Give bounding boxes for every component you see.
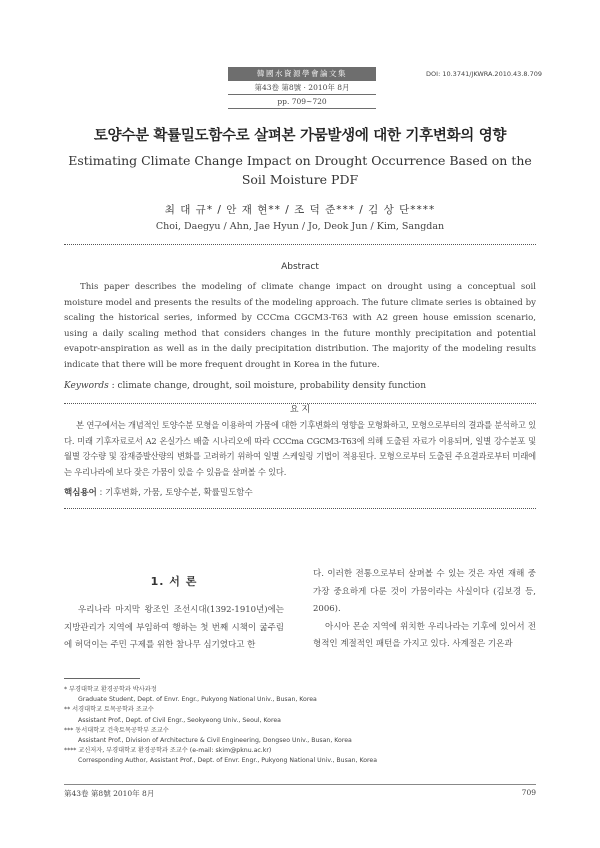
title-english-line2: Soil Moisture PDF bbox=[241, 172, 359, 187]
footnote-3-en: Assistant Prof., Division of Architecture & Civil Engineering, Dongseo Univ., Busan, Korea bbox=[78, 737, 352, 745]
page-number: 709 bbox=[521, 788, 536, 797]
doi[interactable]: DOI: 10.3741/JKWRA.2010.43.8.709 bbox=[426, 70, 542, 78]
footer-issue: 第43卷 第8號 2010年 8月 bbox=[64, 789, 155, 798]
footnote-3-ko: *** 동서대학교 건축토목공학부 조교수 bbox=[64, 726, 169, 734]
keywords-label: Keywords bbox=[64, 381, 109, 391]
authors-english: Choi, Daegyu / Ahn, Jae Hyun / Jo, Deok Jun / Kim, Sangdan bbox=[155, 221, 445, 232]
intro-heading: 1. 서 론 bbox=[150, 575, 198, 588]
journal-volume: 第43卷 第8號 · 2010年 8月 bbox=[228, 81, 376, 95]
korean-keywords-text: : 기후변화, 가뭄, 토양수분, 확률밀도함수 bbox=[96, 488, 253, 498]
yoji-body: 본 연구에서는 개념적인 토양수분 모형을 이용하여 가뭄에 대한 기후변화의 영향을 모형화하고, 모형으로부터의 결과를 분석하고 있다. 미래 기후자료로서 A2 온실가스 배출 시나리오에 따라 CCCma CGCM3-T63에 의해 도출된 자료가 이용되며, 일별 강수분포 및 월별 강수량 및 잠재증발산량의 변화를 고려하기 위하여 일별 스케일링 기법이 적용된다. 모형으로부터 도출된 주요결과로부터 미래에는 우리나라에 보다 잦은 가뭄이 있을 수 있음을 살펴볼 수 있다. bbox=[64, 420, 536, 477]
footnote-1-en: Graduate Student, Dept. of Envr. Engr., Pukyong National Univ., Busan, Korea bbox=[78, 696, 317, 704]
intro-paragraph: 아시아 몬순 지역에 위치한 우리나라는 기후에 있어서 전형적인 계절적인 패턴을 가지고 있다. 사계절은 기온과 bbox=[313, 621, 536, 649]
title-english bbox=[60, 151, 540, 189]
footnote-4-ko: **** 교신저자, 부경대학교 환경공학과 조교수 (e-mail: skim@pknu.ac.kr) bbox=[64, 747, 272, 755]
journal-pages: pp. 709~720 bbox=[228, 95, 376, 109]
yoji-heading-text: 요 지 bbox=[289, 405, 311, 415]
footnote-4-en: Corresponding Author, Assistant Prof., Dept. of Envr. Engr., Pukyong National Univ., Busan, Korea bbox=[78, 757, 378, 765]
abstract-heading: Abstract bbox=[281, 262, 319, 272]
yoji-heading bbox=[0, 402, 600, 415]
divider bbox=[64, 508, 536, 509]
keywords bbox=[64, 381, 536, 391]
footer-rule bbox=[64, 784, 536, 785]
footnote-2-en: Assistant Prof., Dept. of Civil Engr., Seokyeong Univ., Seoul, Korea bbox=[78, 716, 281, 724]
footnote-2-ko: ** 서경대학교 토목공학과 조교수 bbox=[64, 706, 154, 714]
footnote-rule bbox=[64, 678, 140, 679]
title-english-line1: Estimating Climate Change Impact on Drought Occurrence Based on the bbox=[68, 153, 532, 168]
intro-right-column bbox=[313, 566, 536, 654]
korean-keywords bbox=[64, 486, 536, 498]
journal-name: 韓國水資源學會論文集 bbox=[228, 67, 376, 81]
keywords-text: : climate change, drought, soil moisture, probability density function bbox=[108, 381, 426, 391]
divider bbox=[64, 244, 536, 245]
title-korean: 토양수분 확률밀도함수로 살펴본 가뭄발생에 대한 기후변화의 영향 bbox=[93, 128, 507, 144]
authors-korean: 최 대 규* / 안 재 현** / 조 덕 준*** / 김 상 단**** bbox=[164, 204, 436, 216]
korean-keywords-label: 핵심용어 bbox=[64, 488, 97, 498]
intro-left-column: 우리나라 마지막 왕조인 조선시대(1392-1910년)에는 지방관리가 지역에 부임하여 행하는 첫 번째 시책이 굶주림에 허덕이는 주민 구제를 위한 참나무 심기였다고 한 bbox=[64, 605, 284, 650]
footnote-1-ko: * 부경대학교 환경공학과 박사과정 bbox=[64, 686, 157, 693]
intro-paragraph: 다. 이러한 전통으로부터 살펴볼 수 있는 것은 자연 재해 중 가장 중요하게 다룬 것이 가뭄이라는 사실이다 (김보경 등, 2006). bbox=[313, 569, 536, 614]
abstract-body: This paper describes the modeling of climate change impact on drought using a conceptual soil moisture model and presents the results of the modeling approach. The future climate series is obtained by scaling the historical series, informed by CCCma CGCM3-T63 with A2 green house emission scenario, using a daily scaling method that considers changes in the future monthly precipitation and potential evapotr-anspiration as well as in the daily precipitation distribution. The majority of the modeling results indicate that there will be more frequent drought in Korea in the future. bbox=[64, 282, 536, 370]
footnotes bbox=[64, 685, 536, 767]
journal-info-box bbox=[228, 67, 376, 109]
